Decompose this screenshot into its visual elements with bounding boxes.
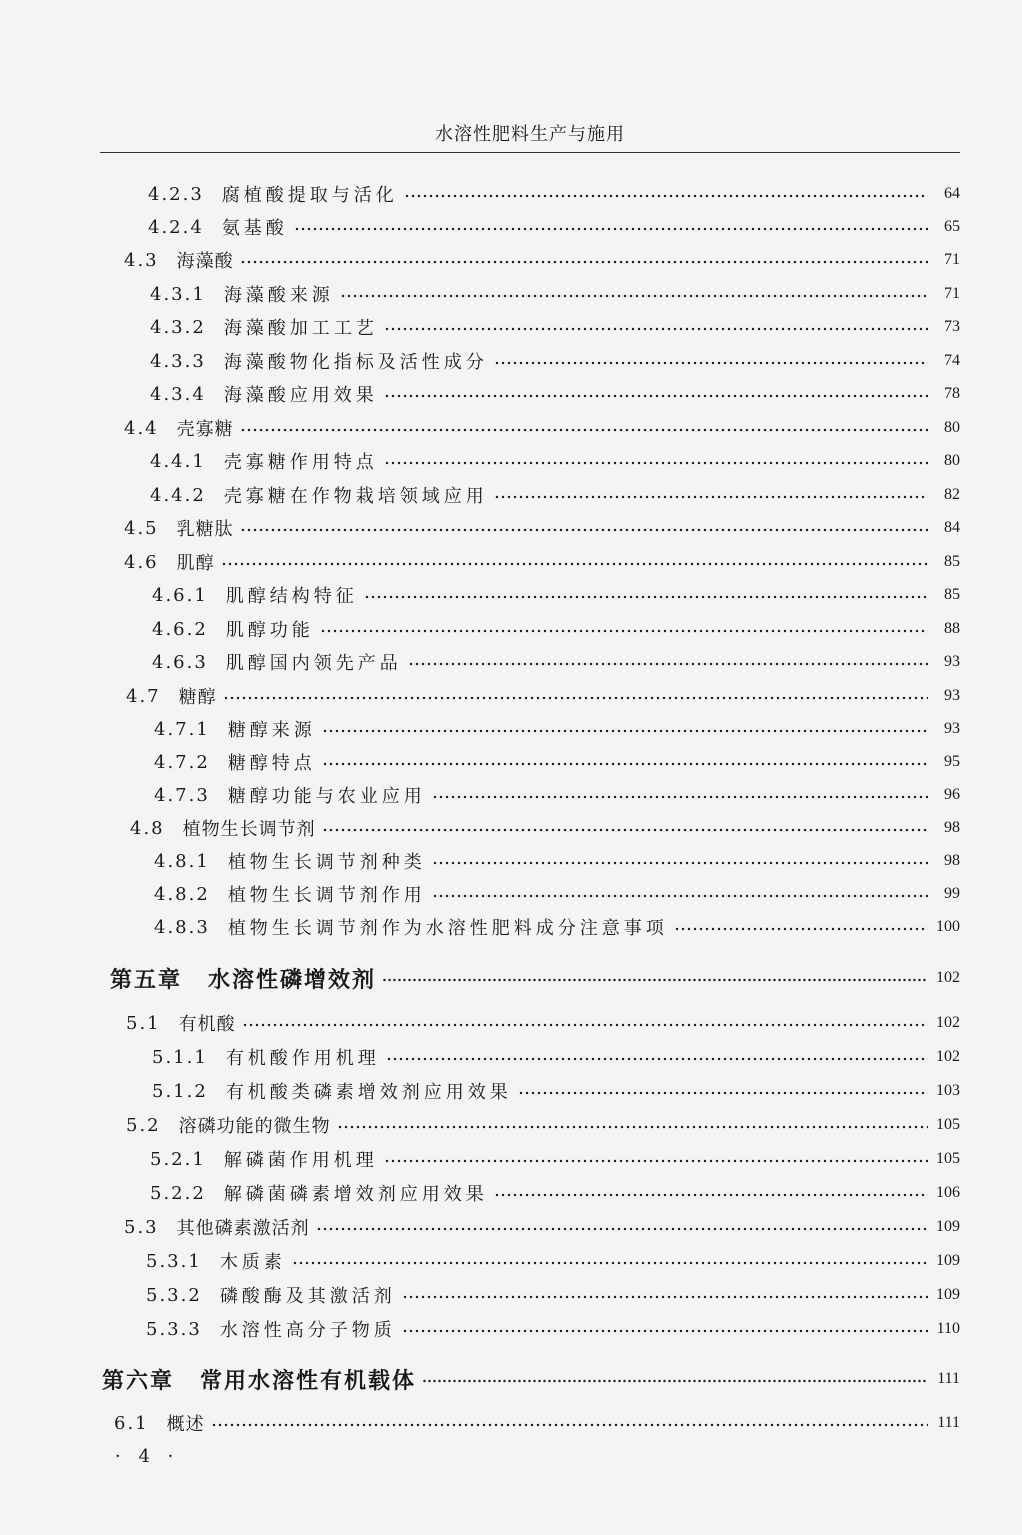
toc-entry-page: 98 — [944, 819, 960, 836]
toc-entry-number: 4.4.1 — [150, 450, 206, 472]
toc-entry-title: 水溶性高分子物质 — [219, 1320, 396, 1341]
toc-entry-page: 96 — [944, 786, 960, 803]
toc-entry-number: 4.4 — [124, 417, 159, 439]
toc-entry-page: 111 — [937, 1370, 960, 1387]
dot-leader — [223, 696, 928, 700]
toc-entry-page: 64 — [944, 185, 960, 202]
toc-entry-title: 壳寡糖在作物栽培领域应用 — [223, 486, 488, 507]
toc-entry-page: 95 — [944, 753, 960, 770]
toc-entry-number: 5.1.1 — [152, 1046, 208, 1068]
toc-entry-page: 93 — [944, 720, 960, 737]
dot-leader — [294, 227, 928, 231]
dot-leader — [340, 294, 928, 298]
toc-entry-title: 氨基酸 — [221, 218, 288, 239]
dot-leader — [320, 629, 928, 633]
dot-leader — [221, 562, 928, 566]
dot-leader — [240, 428, 928, 432]
toc-entry-title: 壳寡糖 — [176, 419, 234, 440]
toc-entry-page: 106 — [936, 1184, 960, 1201]
toc-chapter-entry — [102, 1362, 960, 1396]
toc-entry-title: 糖醇来源 — [227, 720, 316, 741]
toc-section-entry — [114, 1409, 960, 1437]
dot-leader — [211, 1423, 928, 1427]
toc-subsection-entry — [154, 781, 960, 809]
toc-entry-title: 海藻酸 — [176, 251, 234, 272]
toc-section-entry — [130, 814, 960, 842]
toc-entry-page: 71 — [944, 251, 960, 268]
toc-subsection-entry — [152, 581, 960, 609]
dot-leader — [386, 1057, 928, 1061]
toc-entry-title: 壳寡糖作用特点 — [223, 452, 378, 473]
toc-entry-number: 5.2 — [126, 1114, 161, 1136]
toc-entry-title: 解磷菌磷素增效剂应用效果 — [223, 1184, 488, 1205]
toc-entry-number: 5.2.2 — [150, 1182, 206, 1204]
toc-entry-title: 概述 — [166, 1414, 205, 1435]
toc-entry-number: 4.6 — [124, 551, 159, 573]
toc-entry-page: 105 — [936, 1150, 960, 1167]
toc-entry-title: 植物生长调节剂种类 — [227, 852, 426, 873]
dot-leader — [404, 194, 928, 198]
toc-entry-title: 水溶性磷增效剂 — [208, 967, 377, 993]
toc-subsection-entry — [150, 1145, 960, 1173]
toc-entry-page: 65 — [944, 218, 960, 235]
toc-entry-title: 常用水溶性有机载体 — [200, 1368, 417, 1394]
toc-section-entry — [124, 514, 960, 542]
toc-entry-number: 4.3.1 — [150, 283, 206, 305]
toc-subsection-entry — [148, 213, 960, 241]
dot-leader — [384, 394, 928, 398]
dot-leader — [322, 828, 928, 832]
toc-subsection-entry — [154, 847, 960, 875]
toc-entry-number: 4.6.2 — [152, 618, 208, 640]
toc-entry-page: 93 — [944, 653, 960, 670]
dot-leader — [364, 595, 928, 599]
toc-entry-number: 4.3.3 — [150, 350, 206, 372]
toc-entry-title: 海藻酸应用效果 — [223, 385, 378, 406]
toc-subsection-entry — [146, 1281, 960, 1309]
toc-section-entry — [124, 414, 960, 442]
toc-section-entry — [126, 682, 960, 710]
dot-leader — [382, 978, 928, 982]
toc-entry-number: 4.7.2 — [154, 751, 210, 773]
toc-entry-number: 4.8.2 — [154, 883, 210, 905]
dot-leader — [384, 1159, 928, 1163]
toc-entry-page: 98 — [944, 852, 960, 869]
toc-entry-page: 78 — [944, 385, 960, 402]
dot-leader — [408, 662, 928, 666]
toc-entry-page: 80 — [944, 419, 960, 436]
dot-leader — [674, 927, 928, 931]
toc-entry-number: 4.6.1 — [152, 584, 208, 606]
toc-entry-number: 4.3.4 — [150, 383, 206, 405]
toc-entry-title: 溶磷功能的微生物 — [178, 1116, 331, 1137]
toc-subsection-entry — [152, 1043, 960, 1071]
toc-entry-title: 肌醇 — [176, 553, 215, 574]
dot-leader — [494, 361, 928, 365]
toc-subsection-entry — [154, 913, 960, 941]
dot-leader — [322, 729, 928, 733]
toc-entry-number: 5.3.2 — [146, 1284, 202, 1306]
toc-entry-number: 第五章 — [110, 967, 183, 993]
toc-entry-page: 102 — [936, 1014, 960, 1031]
toc-subsection-entry — [152, 615, 960, 643]
toc-entry-number: 4.4.2 — [150, 484, 206, 506]
dot-leader — [240, 260, 928, 264]
toc-subsection-entry — [150, 481, 960, 509]
toc-entry-number: 5.3.3 — [146, 1318, 202, 1340]
toc-section-entry — [124, 548, 960, 576]
toc-entry-title: 木质素 — [219, 1252, 286, 1273]
toc-subsection-entry — [150, 347, 960, 375]
toc-subsection-entry — [146, 1315, 960, 1343]
toc-entry-page: 109 — [936, 1218, 960, 1235]
toc-entry-title: 糖醇 — [178, 687, 217, 708]
toc-section-entry — [124, 1213, 960, 1241]
toc-section-entry — [126, 1111, 960, 1139]
toc-entry-number: 5.3 — [124, 1216, 159, 1238]
toc-entry-number: 4.5 — [124, 517, 159, 539]
toc-entry-page: 71 — [944, 285, 960, 302]
toc-section-entry — [126, 1009, 960, 1037]
page-number: · 4 · — [115, 1446, 180, 1467]
toc-chapter-entry — [110, 961, 960, 995]
toc-entry-title: 肌醇国内领先产品 — [225, 653, 402, 674]
toc-entry-page: 80 — [944, 452, 960, 469]
dot-leader — [402, 1329, 928, 1333]
toc-entry-title: 植物生长调节剂作用 — [227, 885, 426, 906]
toc-entry-title: 腐植酸提取与活化 — [221, 185, 398, 206]
toc-subsection-entry — [154, 748, 960, 776]
toc-entry-title: 有机酸作用机理 — [225, 1048, 380, 1069]
dot-leader — [518, 1091, 928, 1095]
toc-entry-title: 糖醇功能与农业应用 — [227, 786, 426, 807]
toc-entry-page: 73 — [944, 318, 960, 335]
toc-entry-number: 第六章 — [102, 1368, 175, 1394]
toc-entry-page: 88 — [944, 620, 960, 637]
toc-subsection-entry — [150, 447, 960, 475]
toc-entry-page: 85 — [944, 586, 960, 603]
toc-subsection-entry — [150, 380, 960, 408]
running-header: 水溶性肥料生产与施用 — [435, 124, 625, 145]
dot-leader — [402, 1295, 928, 1299]
toc-entry-page: 100 — [936, 918, 960, 935]
toc-entry-number: 4.8.1 — [154, 850, 210, 872]
toc-subsection-entry — [154, 880, 960, 908]
toc-entry-page: 103 — [936, 1082, 960, 1099]
dot-leader — [242, 1023, 928, 1027]
toc-subsection-entry — [152, 1077, 960, 1105]
dot-leader — [240, 528, 928, 532]
toc-entry-title: 肌醇功能 — [225, 620, 314, 641]
dot-leader — [316, 1227, 928, 1231]
toc-entry-number: 4.7.3 — [154, 784, 210, 806]
toc-entry-number: 4.8.3 — [154, 916, 210, 938]
toc-entry-number: 4.2.3 — [148, 183, 204, 205]
toc-entry-title: 有机酸类磷素增效剂应用效果 — [225, 1082, 512, 1103]
dot-leader — [384, 327, 928, 331]
toc-entry-number: 4.7.1 — [154, 718, 210, 740]
toc-subsection-entry — [154, 715, 960, 743]
toc-entry-page: 85 — [944, 553, 960, 570]
toc-subsection-entry — [150, 1179, 960, 1207]
toc-entry-title: 海藻酸来源 — [223, 285, 334, 306]
dot-leader — [337, 1125, 928, 1129]
dot-leader — [494, 1193, 928, 1197]
dot-leader — [432, 894, 928, 898]
toc-entry-title: 植物生长调节剂 — [182, 819, 316, 840]
dot-leader — [292, 1261, 928, 1265]
toc-entry-title: 海藻酸物化指标及活性成分 — [223, 352, 488, 373]
toc-entry-page: 105 — [936, 1116, 960, 1133]
toc-entry-number: 4.3 — [124, 249, 159, 271]
dot-leader — [384, 461, 928, 465]
toc-entry-page: 109 — [936, 1286, 960, 1303]
toc-entry-page: 110 — [936, 1320, 960, 1337]
toc-entry-page: 111 — [937, 1414, 960, 1431]
toc-entry-page: 102 — [936, 969, 960, 986]
toc-subsection-entry — [152, 648, 960, 676]
toc-entry-page: 74 — [944, 352, 960, 369]
toc-entry-title: 糖醇特点 — [227, 753, 316, 774]
toc-entry-page: 102 — [936, 1048, 960, 1065]
toc-entry-title: 磷酸酶及其激活剂 — [219, 1286, 396, 1307]
toc-entry-number: 4.7 — [126, 685, 161, 707]
toc-entry-number: 5.2.1 — [150, 1148, 206, 1170]
toc-entry-page: 82 — [944, 486, 960, 503]
toc-entry-page: 109 — [936, 1252, 960, 1269]
dot-leader — [322, 762, 928, 766]
toc-section-entry — [124, 246, 960, 274]
toc-entry-number: 5.1.2 — [152, 1080, 208, 1102]
toc-entry-number: 4.3.2 — [150, 316, 206, 338]
toc-subsection-entry — [150, 313, 960, 341]
toc-subsection-entry — [148, 180, 960, 208]
toc-entry-page: 99 — [944, 885, 960, 902]
toc-entry-number: 4.6.3 — [152, 651, 208, 673]
toc-entry-title: 其他磷素激活剂 — [176, 1218, 310, 1239]
dot-leader — [422, 1379, 928, 1383]
dot-leader — [432, 795, 928, 799]
toc-entry-number: 4.8 — [130, 817, 165, 839]
dot-leader — [494, 495, 928, 499]
toc-entry-page: 84 — [944, 519, 960, 536]
toc-subsection-entry — [150, 280, 960, 308]
toc-entry-title: 解磷菌作用机理 — [223, 1150, 378, 1171]
toc-entry-title: 植物生长调节剂作为水溶性肥料成分注意事项 — [227, 918, 668, 939]
toc-entry-title: 肌醇结构特征 — [225, 586, 358, 607]
dot-leader — [432, 861, 928, 865]
toc-entry-number: 6.1 — [114, 1412, 149, 1434]
toc-entry-number: 5.1 — [126, 1012, 161, 1034]
toc-entry-title: 有机酸 — [178, 1014, 236, 1035]
toc-entry-page: 93 — [944, 687, 960, 704]
toc-entry-number: 4.2.4 — [148, 216, 204, 238]
toc-entry-title: 海藻酸加工工艺 — [223, 318, 378, 339]
toc-subsection-entry — [146, 1247, 960, 1275]
toc-entry-number: 5.3.1 — [146, 1250, 202, 1272]
toc-entry-title: 乳糖肽 — [176, 519, 234, 540]
